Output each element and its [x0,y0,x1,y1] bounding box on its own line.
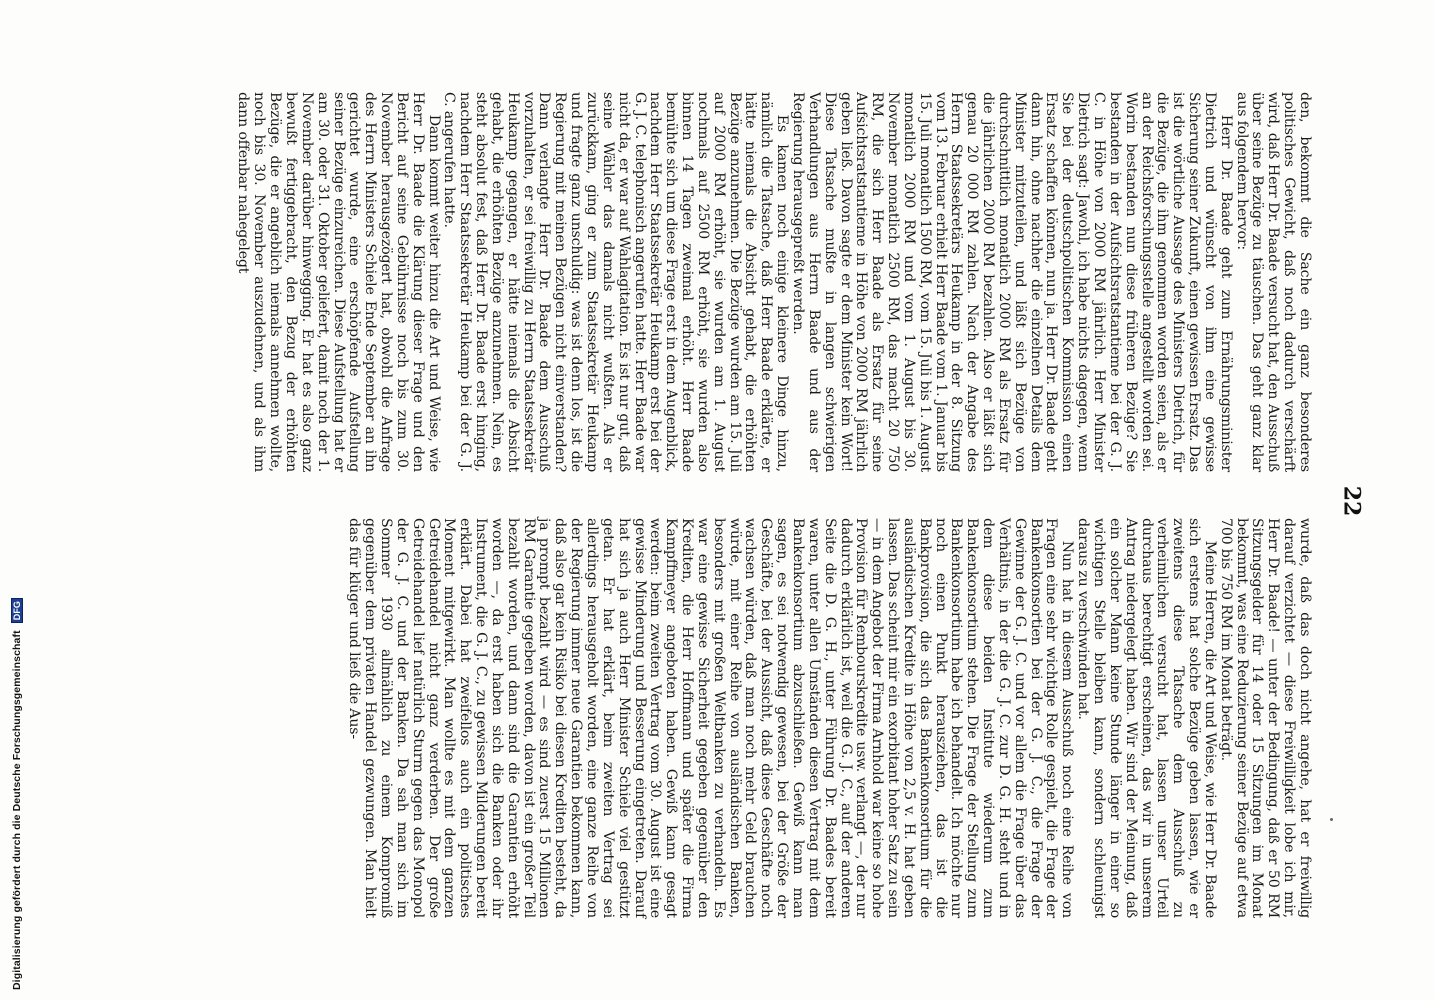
paragraph: den, bekommt die Sache ein ganz besonderes politisches Gewicht, daß noch dadurch verschärft wird, daß Herr Dr. Baade versucht hat, den Ausschuß über seine Bezüge zu täuschen. Das geht ganz klar aus folgendem hervor: [1233,92,1313,472]
paragraph: Nun hat in diesem Ausschuß noch eine Reihe von Fragen eine sehr wichtige Rolle gespielt, die Frage der Bankenkonsortien bei der G. J. C., die Frage der Gewinne der G. J. C. und vor allem die Frage über das Verhältnis, in der die G. J. C. zur D. G. H. steht und in dem diese beiden Institute wiederum zum Bankenkonsortium stehen. Die Frage der Stellung zum Bankenkonsortium habe ich behandelt. Ich möchte nur noch einen Punkt herausziehen, das ist die Bankprovision, die sich das Bankenkonsortium für die ausländischen Kredite in Höhe von 2,5 v. H. hat geben lassen. Das scheint mir ein exorbitant hoher Satz zu sein — in dem Angebot der Firma Arnhold war keine so hohe Provision für Rembourskredite usw. verlangt —, der nur dadurch erklärlich ist, weil die G. J. C., auf der anderen Seite die D. G. H., unter Führung Dr. Baades bereit waren, unter allen Umständen diesen Vertrag mit dem Bankenkonsortium abzuschließen. Gewiß kann man sagen, es sei notwendig gewesen, bei der Größe der Geschäfte, bei der Aussicht, daß diese Geschäfte noch wachsen würden, daß man noch mehr Geld brauchen würde, mit einer Reihe von ausländischen Banken, besonders mit großen Weltbanken zu verhandeln. Es war eine gewisse Sicherheit gegeben gegenüber den Krediten, die Herr Hoffmann und später die Firma Kampffmeyer angeboten haben. Gewiß kann gesagt werden: beim zweiten Vertrag vom 30. August ist eine gewisse Minderung und Besserung eingetreten. Darauf hat sich ja auch Herr Minister Schiele viel gestützt getan. Er hat erklärt, beim zweiten Vertrag sei allerdings herausgeholt worden, eine ganze Reihe von der Regierung immer neue Garantien bekommen kann, daß also gar kein Risiko bei diesen Krediten besteht, da ja prompt bezahlt wird — es sind zuerst 15 Millionen RM Garantie gegeben worden, davon ist ein großer Teil bezahlt worden, und dann sind die Garantien erhöht worden —, da erst haben sich die Banken oder ihr Instrument, die G. J. C., zu gewissen Milderungen bereit erklärt. Dabei hat zweifellos auch ein politisches Moment mitgewirkt. Man wollte es mit dem ganzen Getreidehandel nicht ganz verderben. Der große Getreidehandel lief natürlich Sturm gegen das Monopol der G. J. C. und der Banken. Da sah man sich im Sommer 1930 allmählich zu einem Kompromiß gegenüber dem privaten Handel gezwungen. Man hielt das für klüger und ließ die Aus- [346,518,1076,918]
paragraph: Dann kommt weiter hinzu die Art und Weise, wie Herr Dr. Baade die Klärung dieser Frage und den Bericht auf seine Gebührnisse noch bis zum 30. November herausgezögert hat, obwohl die Anfrage des Herrn Ministers Schiele Ende September an ihn gerichtet wurde, eine erschöpfende Aufstellung seiner Bezüge einzureichen. Diese Aufstellung hat er am 30. oder 31. Oktober geliefert, damit noch der 1. November darüber hinwegging. Er hat es also ganz bewußt fertiggebracht, den Bezug der erhöhten Bezüge, die er angeblich niemals annehmen wollte, noch bis 30. November auszudehnen, und als ihm dann offenbar nahegelegt [235,92,442,472]
text-column-top [142,92,1312,472]
scan-speck [1330,818,1333,821]
funding-credit [0,0,22,1000]
funding-credit-label: Digitalisierung gefördert durch die Deutsche Forschungsgemeinschaft [11,630,23,990]
text-column-bottom [142,518,1312,918]
paragraph: Es kamen noch einige kleinere Dinge hinzu, nämlich die Tatsache, daß Herr Baade erklärte, er hätte niemals die Absicht gehabt, die erhöhten Bezüge anzunehmen. Die Bezüge wurden am 15. Juli auf 2000 RM erhöht, sie wurden am 1. August nochmals auf 2500 RM erhöht, sie wurden also binnen 14 Tagen zweimal erhöht. Herr Baade bemühte sich um diese Frage erst in dem Augenblick, nachdem Herr Staatssekretär Heukamp erst bei der G. J. C. telephonisch angerufen hatte. Herr Baade war nicht da, er war auf Wahlagitation. Es ist nur gut, daß seine Wähler das damals nicht wußten. Als er zurückkam, ging er zum Staatssekretär Heukamp und fragte ganz unschuldig: was ist denn los, ist die Regierung mit meinen Bezügen nicht einverstanden? Dann verlangte Herr Dr. Baade dem Ausschuß vorzuhalten, er sei freiwillig zu Herrn Staatssekretär Heukamp gegangen, er hätte niemals die Absicht gehabt, die erhöhten Bezüge anzunehmen. Nein, es steht absolut fest, daß Herr Dr. Baade erst hinging, nachdem Herr Staatssekretär Heukamp bei der G. J. C. angerufen hatte. [441,92,791,472]
page-number: 22 [1338,485,1365,517]
paragraph: Meine Herren, die Art und Weise, wie Herr Dr. Baade sich erstens hat solche Bezüge geben lassen, wie er zweitens diese Tatsache dem Ausschuß zu verheimlichen versucht hat, lassen unser Urteil durchaus berechtigt erscheinen, das wir in unserem Antrag niedergelegt haben. Wir sind der Meinung, daß ein solcher Mann keine Stunde länger in einer so wichtigen Stelle bleiben kann, sondern schleunigst daraus zu verschwinden hat. [1075,518,1218,918]
dfg-logo: DFG [11,598,23,623]
paragraph: Herr Dr. Baade geht zum Ernährungsminister Dietrich und wünscht von ihm eine gewisse Sicherung seiner Zukunft, einen gewissen Ersatz. Das ist die wörtliche Aussage des Ministers Dietrich, für die Bezüge, die ihm genommen worden seien, als er an der Reichsforschungsstelle angestellt worden sei. Worin bestanden nun diese früheren Bezüge? Sie bestanden in der Aufsichtsratstantieme bei der G. J. C. in Höhe von 2000 RM jährlich. Herr Minister Dietrich sagt: Jawohl, ich habe nichts dagegen, wenn Sie bei der deutschpolitischen Kommission einen Ersatz schaffen können, nun ja. Herr Dr. Baade geht dann hin, ohne nachher die einzelnen Details dem Minister mitzuteilen, und läßt sich Bezüge von durchschnittlich monatlich 2000 RM als Ersatz für die jährlichen 2000 RM bezahlen. Also er läßt sich genau 20 000 RM zahlen. Nach der Angabe des Herrn Staatssekretärs Heukamp in der 8. Sitzung vom 13. Februar erhielt Herr Baade vom 1. Januar bis 15. Juli monatlich 1500 RM, vom 15. Juli bis 1. August monatlich 2000 RM und vom 1. August bis 30. November monatlich 2500 RM, das macht 20 750 RM, die sich Herr Baade als Ersatz für seine Aufsichtsratstantieme in Höhe von 2000 RM jährlich geben ließ. Davon sagte er dem Minister kein Wort! Diese Tatsache mußte in langen schwierigen Verhandlungen aus Herrn Baade und aus der Regierung herausgepreßt werden. [790,92,1234,472]
funding-credit-text [11,598,23,990]
paragraph: wurde, daß das doch nicht angehe, hat er freiwillig darauf verzichtet — diese Freiwilligkeit lobe ich mir, Herr Dr. Baade! — unter der Bedingung, daß er 50 RM Sitzungsgelder für 14 oder 15 Sitzungen im Monat bekommt, was eine Reduzierung seiner Bezüge auf etwa 700 bis 750 RM im Monat beträgt. [1217,518,1313,918]
